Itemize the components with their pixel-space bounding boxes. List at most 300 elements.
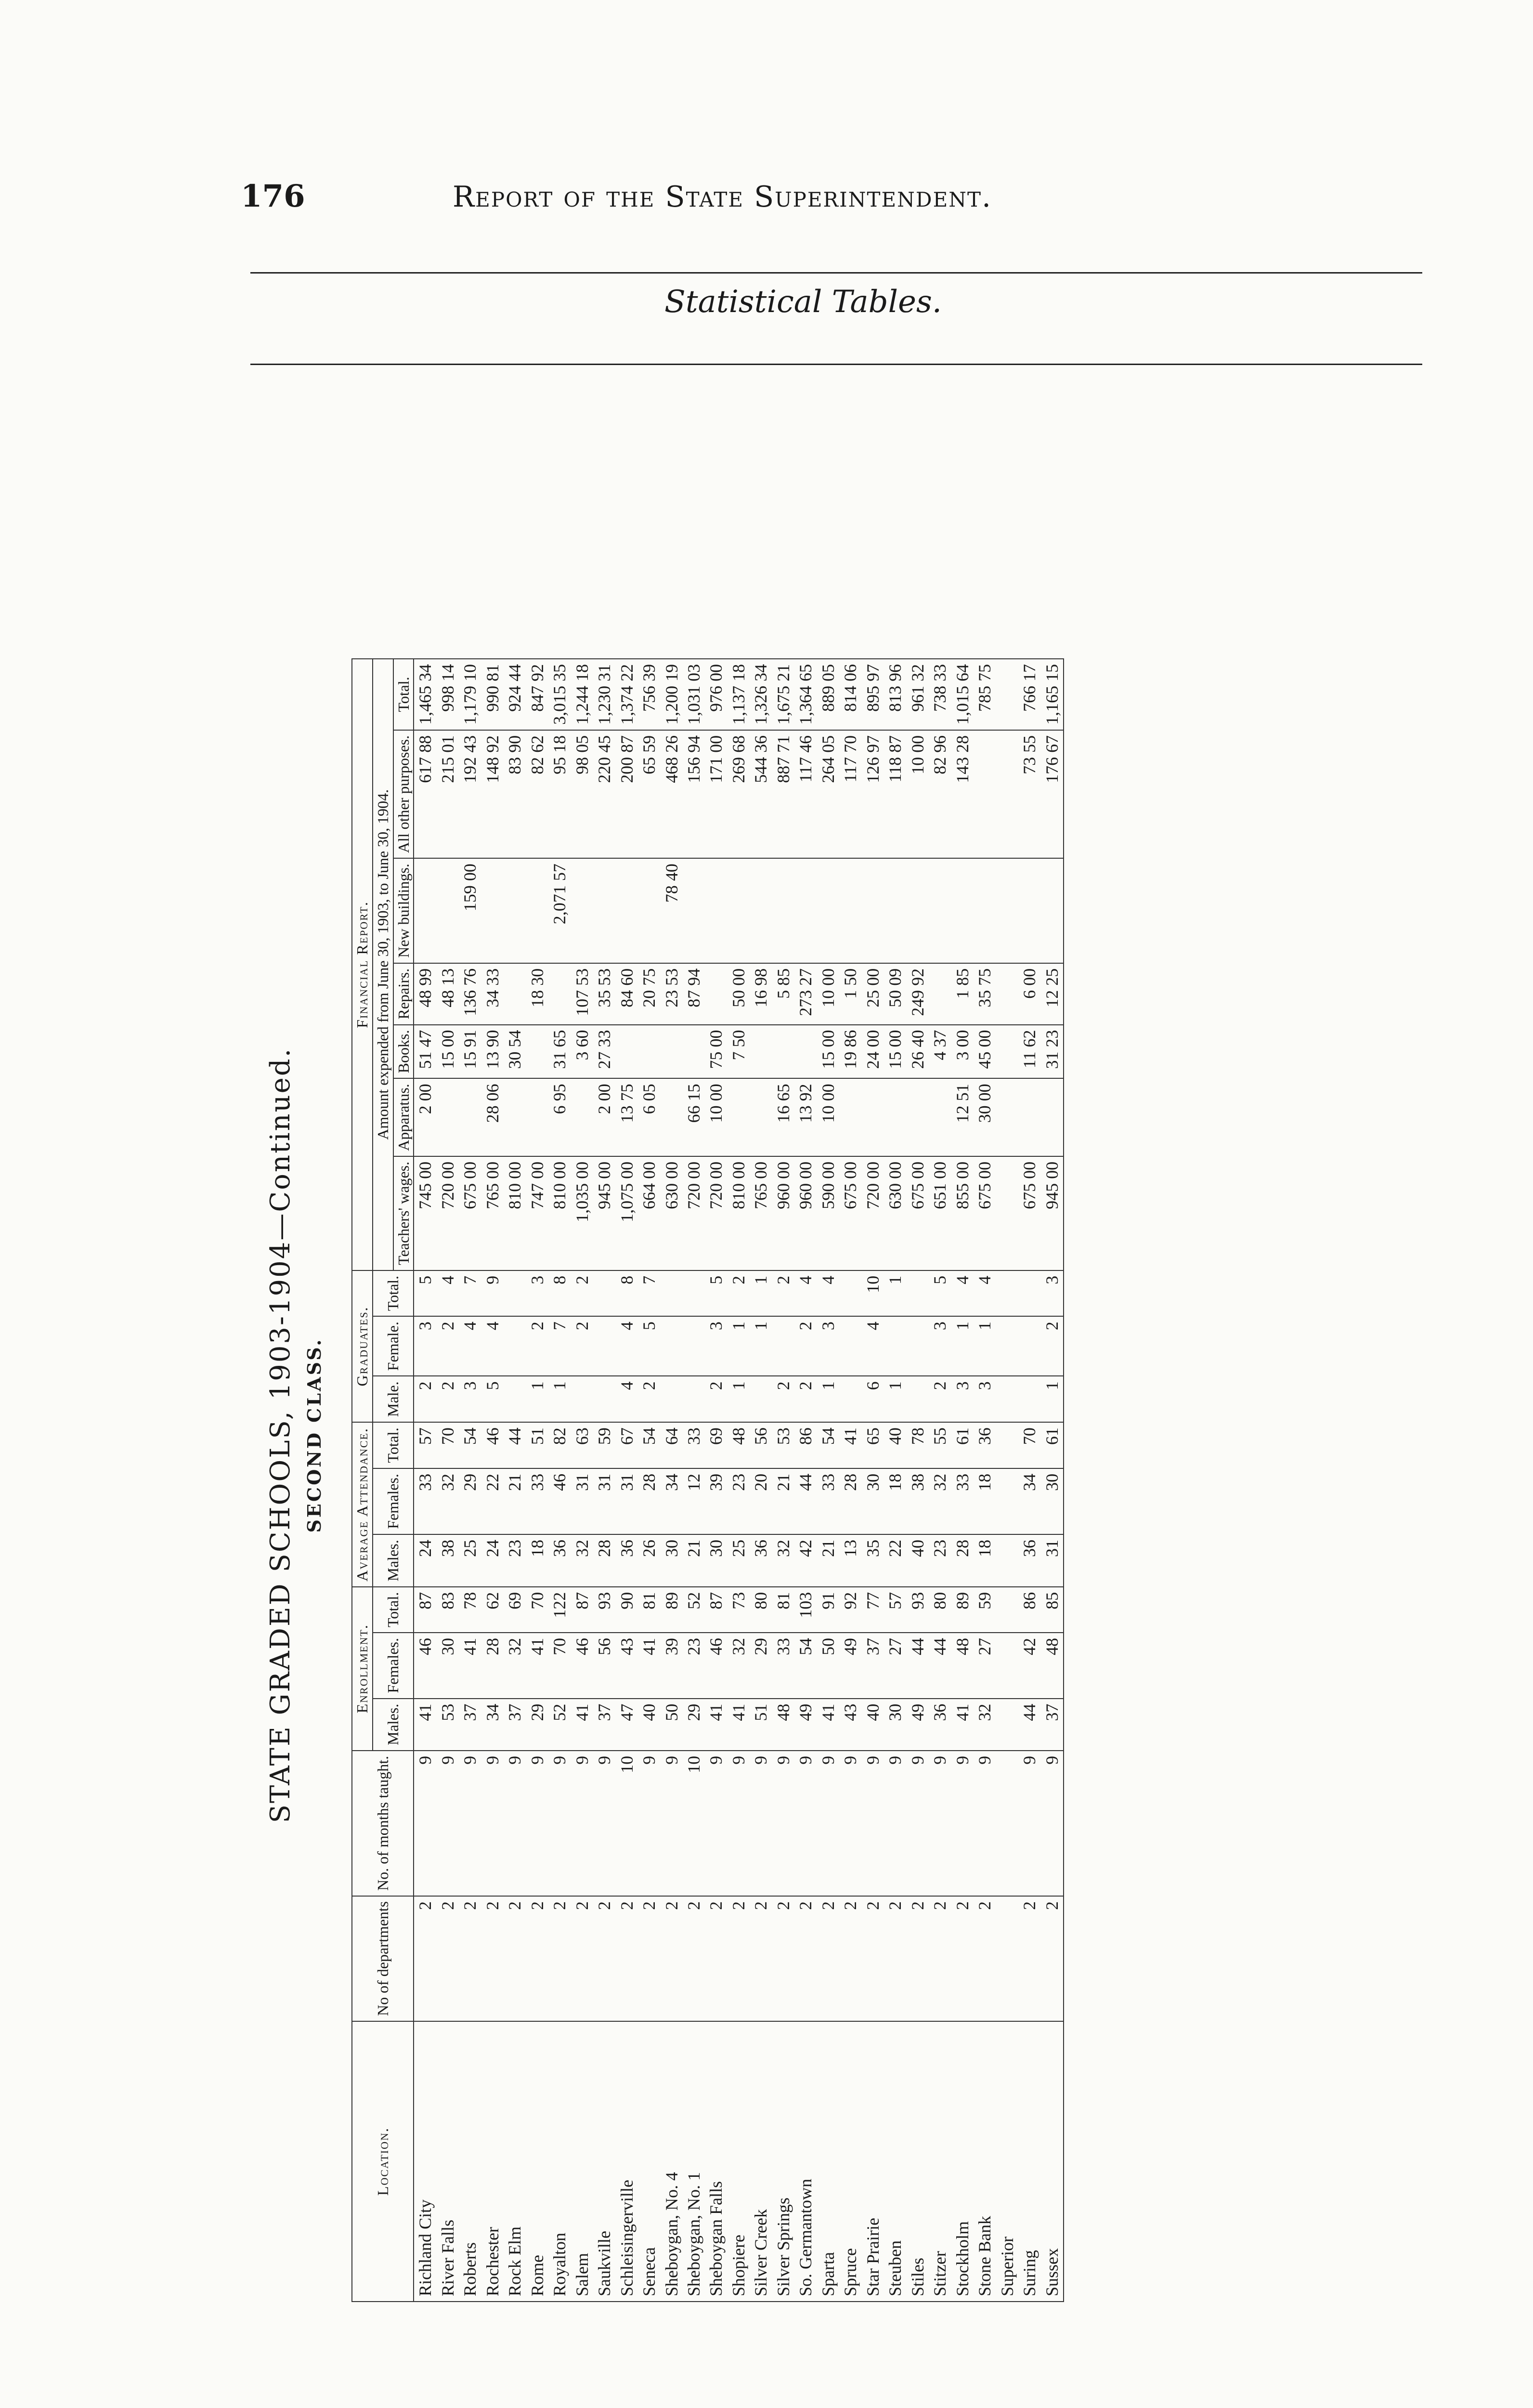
cell-rp: 10 00 (817, 963, 839, 1025)
cell-bk (683, 1025, 705, 1079)
cell-et: 80 (750, 1587, 772, 1633)
cell-at: 82 (548, 1422, 571, 1468)
cell-em: 41 (571, 1699, 593, 1751)
cell-gm: 3 (459, 1376, 481, 1422)
cell-ot (996, 730, 1018, 858)
cell-at: 54 (638, 1422, 660, 1468)
cell-af: 22 (481, 1468, 504, 1534)
cell-ap (459, 1078, 481, 1156)
cell-tw: 720 00 (437, 1156, 459, 1270)
cell-gm: 6 (862, 1376, 884, 1422)
cell-rp: 5 85 (772, 963, 794, 1025)
cell-am: 18 (526, 1534, 548, 1587)
table-row (772, 659, 794, 2302)
cell-mon: 9 (772, 1751, 794, 1896)
cell-ef: 32 (728, 1633, 750, 1699)
cell-at: 53 (772, 1422, 794, 1468)
cell-tot: 813 96 (884, 659, 906, 730)
cell-loc: Saukville (593, 2021, 615, 2302)
cell-tw: 960 00 (794, 1156, 817, 1270)
cell-nb (504, 858, 526, 963)
cell-at: 51 (526, 1422, 548, 1468)
cell-gt: 1 (884, 1270, 906, 1316)
cell-at: 78 (907, 1422, 929, 1468)
cell-gf (593, 1316, 615, 1376)
cell-mon: 9 (459, 1751, 481, 1896)
cell-tw: 747 00 (526, 1156, 548, 1270)
cell-gt: 4 (974, 1270, 996, 1316)
cell-ot: 117 46 (794, 730, 817, 858)
cell-af: 38 (907, 1468, 929, 1534)
cell-gt: 8 (616, 1270, 638, 1316)
cell-tw: 960 00 (772, 1156, 794, 1270)
cell-tot: 766 17 (1018, 659, 1040, 730)
header-graduates: Graduates. (352, 1270, 373, 1422)
cell-nb (414, 858, 436, 963)
cell-af: 33 (951, 1468, 974, 1534)
cell-af: 34 (661, 1468, 683, 1534)
cell-rp: 34 33 (481, 963, 504, 1025)
cell-tw: 720 00 (683, 1156, 705, 1270)
cell-ef: 54 (794, 1633, 817, 1699)
table-row (951, 659, 974, 2302)
cell-tw: 765 00 (481, 1156, 504, 1270)
cell-am: 31 (1041, 1534, 1064, 1587)
cell-bk (616, 1025, 638, 1079)
cell-mon: 9 (951, 1751, 974, 1896)
cell-am: 32 (772, 1534, 794, 1587)
cell-tw: 945 00 (1041, 1156, 1064, 1270)
table-row (817, 659, 839, 2302)
cell-loc: Sparta (817, 2021, 839, 2302)
cell-et: 89 (951, 1587, 974, 1633)
cell-ot: 73 55 (1018, 730, 1040, 858)
table-row (907, 659, 929, 2302)
cell-gf: 4 (481, 1316, 504, 1376)
cell-bk: 13 90 (481, 1025, 504, 1079)
cell-tot: 990 81 (481, 659, 504, 730)
cell-am: 30 (705, 1534, 727, 1587)
cell-loc: Shopiere (728, 2021, 750, 2302)
cell-af: 20 (750, 1468, 772, 1534)
cell-gf: 4 (616, 1316, 638, 1376)
cell-mon: 9 (526, 1751, 548, 1896)
page-header (241, 178, 1302, 217)
cell-ap (728, 1078, 750, 1156)
cell-tw: 765 00 (750, 1156, 772, 1270)
cell-gf: 2 (794, 1316, 817, 1376)
cell-em: 40 (638, 1699, 660, 1751)
cell-gm (996, 1376, 1018, 1422)
cell-loc: Rochester (481, 2021, 504, 2302)
cell-ot: 468 26 (661, 730, 683, 858)
cell-bk: 45 00 (974, 1025, 996, 1079)
cell-ot: 117 70 (839, 730, 861, 858)
cell-rp: 35 75 (974, 963, 996, 1025)
cell-tw: 675 00 (1018, 1156, 1040, 1270)
cell-ef: 33 (772, 1633, 794, 1699)
cell-dep (996, 1896, 1018, 2021)
cell-ot: 887 71 (772, 730, 794, 858)
table-body (414, 659, 1064, 2302)
cell-dep: 2 (504, 1896, 526, 2021)
cell-mon: 9 (974, 1751, 996, 1896)
cell-at: 69 (705, 1422, 727, 1468)
cell-loc: Steuben (884, 2021, 906, 2302)
cell-at: 63 (571, 1422, 593, 1468)
cell-loc: River Falls (437, 2021, 459, 2302)
cell-gf (772, 1316, 794, 1376)
cell-rp: 35 53 (593, 963, 615, 1025)
cell-tw (996, 1156, 1018, 1270)
cell-dep: 2 (437, 1896, 459, 2021)
table-row (593, 659, 615, 2302)
cell-at: 70 (437, 1422, 459, 1468)
cell-gm: 2 (414, 1376, 436, 1422)
cell-loc: Sheboygan, No. 4 (661, 2021, 683, 2302)
cell-ef: 43 (616, 1633, 638, 1699)
cell-dep: 2 (728, 1896, 750, 2021)
cell-bk: 4 37 (929, 1025, 951, 1079)
cell-tot: 1,165 15 (1041, 659, 1064, 730)
cell-ef: 23 (683, 1633, 705, 1699)
cell-gm: 2 (772, 1376, 794, 1422)
cell-am: 26 (638, 1534, 660, 1587)
table-row (638, 659, 660, 2302)
cell-mon: 9 (481, 1751, 504, 1896)
cell-gm: 3 (974, 1376, 996, 1422)
cell-am: 25 (728, 1534, 750, 1587)
cell-ap (1041, 1078, 1064, 1156)
table-title: STATE GRADED SCHOOLS, 1903-1904—Continued. (265, 1047, 296, 1823)
cell-at: 41 (839, 1422, 861, 1468)
cell-at: 61 (1041, 1422, 1064, 1468)
cell-em: 41 (951, 1699, 974, 1751)
cell-gt: 9 (481, 1270, 504, 1316)
cell-mon: 9 (907, 1751, 929, 1896)
cell-af: 39 (705, 1468, 727, 1534)
cell-tot: 738 33 (929, 659, 951, 730)
cell-nb (951, 858, 974, 963)
cell-af: 31 (593, 1468, 615, 1534)
cell-et: 52 (683, 1587, 705, 1633)
cell-rp: 107 53 (571, 963, 593, 1025)
header-attendance: Average Attendance. (352, 1422, 373, 1587)
cell-dep: 2 (661, 1896, 683, 2021)
cell-tw: 745 00 (414, 1156, 436, 1270)
header-enroll-females: Females. (373, 1633, 414, 1699)
cell-ef: 50 (817, 1633, 839, 1699)
cell-tw: 1,075 00 (616, 1156, 638, 1270)
cell-mon: 9 (571, 1751, 593, 1896)
cell-ot: 264 05 (817, 730, 839, 858)
header-enroll-males: Males. (373, 1699, 414, 1751)
cell-am: 21 (817, 1534, 839, 1587)
table-row (728, 659, 750, 2302)
cell-mon: 9 (750, 1751, 772, 1896)
cell-gt (1018, 1270, 1040, 1316)
cell-gm: 4 (616, 1376, 638, 1422)
cell-gf (907, 1316, 929, 1376)
cell-ot: 83 90 (504, 730, 526, 858)
cell-gt: 7 (638, 1270, 660, 1316)
cell-rp: 25 00 (862, 963, 884, 1025)
cell-rp: 6 00 (1018, 963, 1040, 1025)
cell-et: 86 (1018, 1587, 1040, 1633)
cell-gf: 3 (705, 1316, 727, 1376)
cell-loc: Sheboygan, No. 1 (683, 2021, 705, 2302)
table-row (414, 659, 436, 2302)
cell-dep: 2 (974, 1896, 996, 2021)
cell-at: 36 (974, 1422, 996, 1468)
cell-ef: 44 (907, 1633, 929, 1699)
cell-gf: 4 (862, 1316, 884, 1376)
cell-em: 50 (661, 1699, 683, 1751)
cell-et: 91 (817, 1587, 839, 1633)
cell-ap: 30 00 (974, 1078, 996, 1156)
cell-em: 41 (414, 1699, 436, 1751)
cell-ap (437, 1078, 459, 1156)
cell-bk: 7 50 (728, 1025, 750, 1079)
header-att-total: Total. (373, 1422, 414, 1468)
header-repairs: Repairs. (393, 963, 414, 1025)
cell-bk: 15 00 (437, 1025, 459, 1079)
cell-dep: 2 (794, 1896, 817, 2021)
table-row (705, 659, 727, 2302)
cell-et: 85 (1041, 1587, 1064, 1633)
cell-loc: Stitzer (929, 2021, 951, 2302)
cell-mon: 9 (839, 1751, 861, 1896)
rotated-table-region (265, 376, 1348, 2302)
cell-ap (929, 1078, 951, 1156)
cell-ef: 39 (661, 1633, 683, 1699)
cell-nb (772, 858, 794, 963)
cell-ap: 16 65 (772, 1078, 794, 1156)
cell-ot: 143 28 (951, 730, 974, 858)
cell-gt: 10 (862, 1270, 884, 1316)
cell-gm: 1 (1041, 1376, 1064, 1422)
cell-loc: So. Germantown (794, 2021, 817, 2302)
cell-ap (571, 1078, 593, 1156)
cell-tw: 720 00 (705, 1156, 727, 1270)
cell-loc: Silver Springs (772, 2021, 794, 2302)
cell-bk (661, 1025, 683, 1079)
cell-ap (839, 1078, 861, 1156)
cell-loc: Rock Elm (504, 2021, 526, 2302)
cell-am: 18 (974, 1534, 996, 1587)
cell-gt: 7 (459, 1270, 481, 1316)
cell-ap (907, 1078, 929, 1156)
cell-bk: 26 40 (907, 1025, 929, 1079)
cell-gm: 1 (817, 1376, 839, 1422)
cell-at: 40 (884, 1422, 906, 1468)
cell-gt (593, 1270, 615, 1316)
cell-et: 69 (504, 1587, 526, 1633)
cell-tot: 756 39 (638, 659, 660, 730)
cell-tw: 630 00 (661, 1156, 683, 1270)
cell-em: 30 (884, 1699, 906, 1751)
cell-et: 62 (481, 1587, 504, 1633)
cell-et: 87 (705, 1587, 727, 1633)
cell-at: 61 (951, 1422, 974, 1468)
cell-tot: 895 97 (862, 659, 884, 730)
cell-mon (996, 1751, 1018, 1896)
cell-dep: 2 (862, 1896, 884, 2021)
cell-am: 36 (750, 1534, 772, 1587)
cell-ap (504, 1078, 526, 1156)
cell-dep: 2 (817, 1896, 839, 2021)
cell-tw: 675 00 (459, 1156, 481, 1270)
cell-mon: 9 (1041, 1751, 1064, 1896)
cell-et: 93 (907, 1587, 929, 1633)
cell-am: 36 (1018, 1534, 1040, 1587)
cell-rp (996, 963, 1018, 1025)
cell-af: 29 (459, 1468, 481, 1534)
cell-bk (526, 1025, 548, 1079)
cell-em: 29 (683, 1699, 705, 1751)
cell-mon: 9 (504, 1751, 526, 1896)
cell-am: 40 (907, 1534, 929, 1587)
cell-em: 47 (616, 1699, 638, 1751)
cell-nb (862, 858, 884, 963)
table-row (750, 659, 772, 2302)
cell-gf: 3 (817, 1316, 839, 1376)
table-row (459, 659, 481, 2302)
cell-em: 41 (705, 1699, 727, 1751)
cell-mon: 9 (884, 1751, 906, 1896)
cell-gm (593, 1376, 615, 1422)
cell-nb (437, 858, 459, 963)
cell-af: 21 (504, 1468, 526, 1534)
subtitle-rule (250, 364, 1422, 365)
cell-loc: Salem (571, 2021, 593, 2302)
table-row (548, 659, 571, 2302)
cell-ef: 41 (638, 1633, 660, 1699)
cell-em: 41 (817, 1699, 839, 1751)
cell-tw: 810 00 (728, 1156, 750, 1270)
cell-mon: 9 (929, 1751, 951, 1896)
cell-ap (526, 1078, 548, 1156)
cell-bk: 31 65 (548, 1025, 571, 1079)
cell-nb (884, 858, 906, 963)
cell-bk: 24 00 (862, 1025, 884, 1079)
cell-gf: 2 (526, 1316, 548, 1376)
cell-dep: 2 (593, 1896, 615, 2021)
cell-ot: 617 88 (414, 730, 436, 858)
cell-gm: 2 (638, 1376, 660, 1422)
cell-dep: 2 (638, 1896, 660, 2021)
cell-loc: Roberts (459, 2021, 481, 2302)
cell-gf: 2 (1041, 1316, 1064, 1376)
cell-af: 12 (683, 1468, 705, 1534)
cell-gf (683, 1316, 705, 1376)
cell-nb (526, 858, 548, 963)
cell-et: 73 (728, 1587, 750, 1633)
cell-tot: 1,465 34 (414, 659, 436, 730)
cell-tot: 1,374 22 (616, 659, 638, 730)
cell-ap: 6 05 (638, 1078, 660, 1156)
cell-af: 31 (571, 1468, 593, 1534)
header-att-males: Males. (373, 1534, 414, 1587)
cell-ap: 2 00 (414, 1078, 436, 1156)
cell-ef: 46 (705, 1633, 727, 1699)
cell-tw: 855 00 (951, 1156, 974, 1270)
cell-em: 48 (772, 1699, 794, 1751)
cell-gt: 5 (414, 1270, 436, 1316)
cell-em: 43 (839, 1699, 861, 1751)
cell-ap: 13 92 (794, 1078, 817, 1156)
cell-et: 83 (437, 1587, 459, 1633)
cell-am: 32 (571, 1534, 593, 1587)
statistics-table (351, 658, 1064, 2302)
cell-dep: 2 (907, 1896, 929, 2021)
cell-ap: 13 75 (616, 1078, 638, 1156)
cell-gf: 5 (638, 1316, 660, 1376)
cell-rp: 136 76 (459, 963, 481, 1025)
cell-bk: 30 54 (504, 1025, 526, 1079)
cell-ef: 48 (951, 1633, 974, 1699)
header-grad-female: Female. (373, 1316, 414, 1376)
cell-gf: 1 (951, 1316, 974, 1376)
cell-em: 37 (1041, 1699, 1064, 1751)
cell-ef: 37 (862, 1633, 884, 1699)
cell-gt: 4 (437, 1270, 459, 1316)
cell-gf (884, 1316, 906, 1376)
cell-at: 65 (862, 1422, 884, 1468)
cell-et: 70 (526, 1587, 548, 1633)
cell-am: 36 (616, 1534, 638, 1587)
cell-af: 23 (728, 1468, 750, 1534)
cell-nb (907, 858, 929, 963)
cell-ap: 12 51 (951, 1078, 974, 1156)
cell-ef: 48 (1041, 1633, 1064, 1699)
cell-et: 81 (772, 1587, 794, 1633)
cell-rp (705, 963, 727, 1025)
cell-tot: 1,675 21 (772, 659, 794, 730)
table-row (616, 659, 638, 2302)
cell-mon: 10 (683, 1751, 705, 1896)
cell-af: 30 (862, 1468, 884, 1534)
cell-tot: 785 75 (974, 659, 996, 730)
cell-dep: 2 (683, 1896, 705, 2021)
cell-gt (996, 1270, 1018, 1316)
cell-bk (794, 1025, 817, 1079)
class-label: SECOND CLASS. (303, 1337, 325, 1533)
cell-ot: 98 05 (571, 730, 593, 858)
cell-gm (571, 1376, 593, 1422)
cell-am: 24 (414, 1534, 436, 1587)
header-location: Location. (352, 2021, 414, 2302)
header-att-females: Females. (373, 1468, 414, 1534)
cell-bk: 31 23 (1041, 1025, 1064, 1079)
cell-mon: 9 (593, 1751, 615, 1896)
cell-af: 33 (414, 1468, 436, 1534)
cell-ap: 6 95 (548, 1078, 571, 1156)
cell-gt: 4 (794, 1270, 817, 1316)
cell-af: 46 (548, 1468, 571, 1534)
cell-ef: 30 (437, 1633, 459, 1699)
cell-af (996, 1468, 1018, 1534)
cell-gm: 1 (884, 1376, 906, 1422)
cell-ap: 10 00 (705, 1078, 727, 1156)
cell-ef: 49 (839, 1633, 861, 1699)
cell-mon: 9 (437, 1751, 459, 1896)
cell-gt: 5 (705, 1270, 727, 1316)
table-row (661, 659, 683, 2302)
cell-nb (728, 858, 750, 963)
cell-rp: 87 94 (683, 963, 705, 1025)
cell-dep: 2 (750, 1896, 772, 2021)
